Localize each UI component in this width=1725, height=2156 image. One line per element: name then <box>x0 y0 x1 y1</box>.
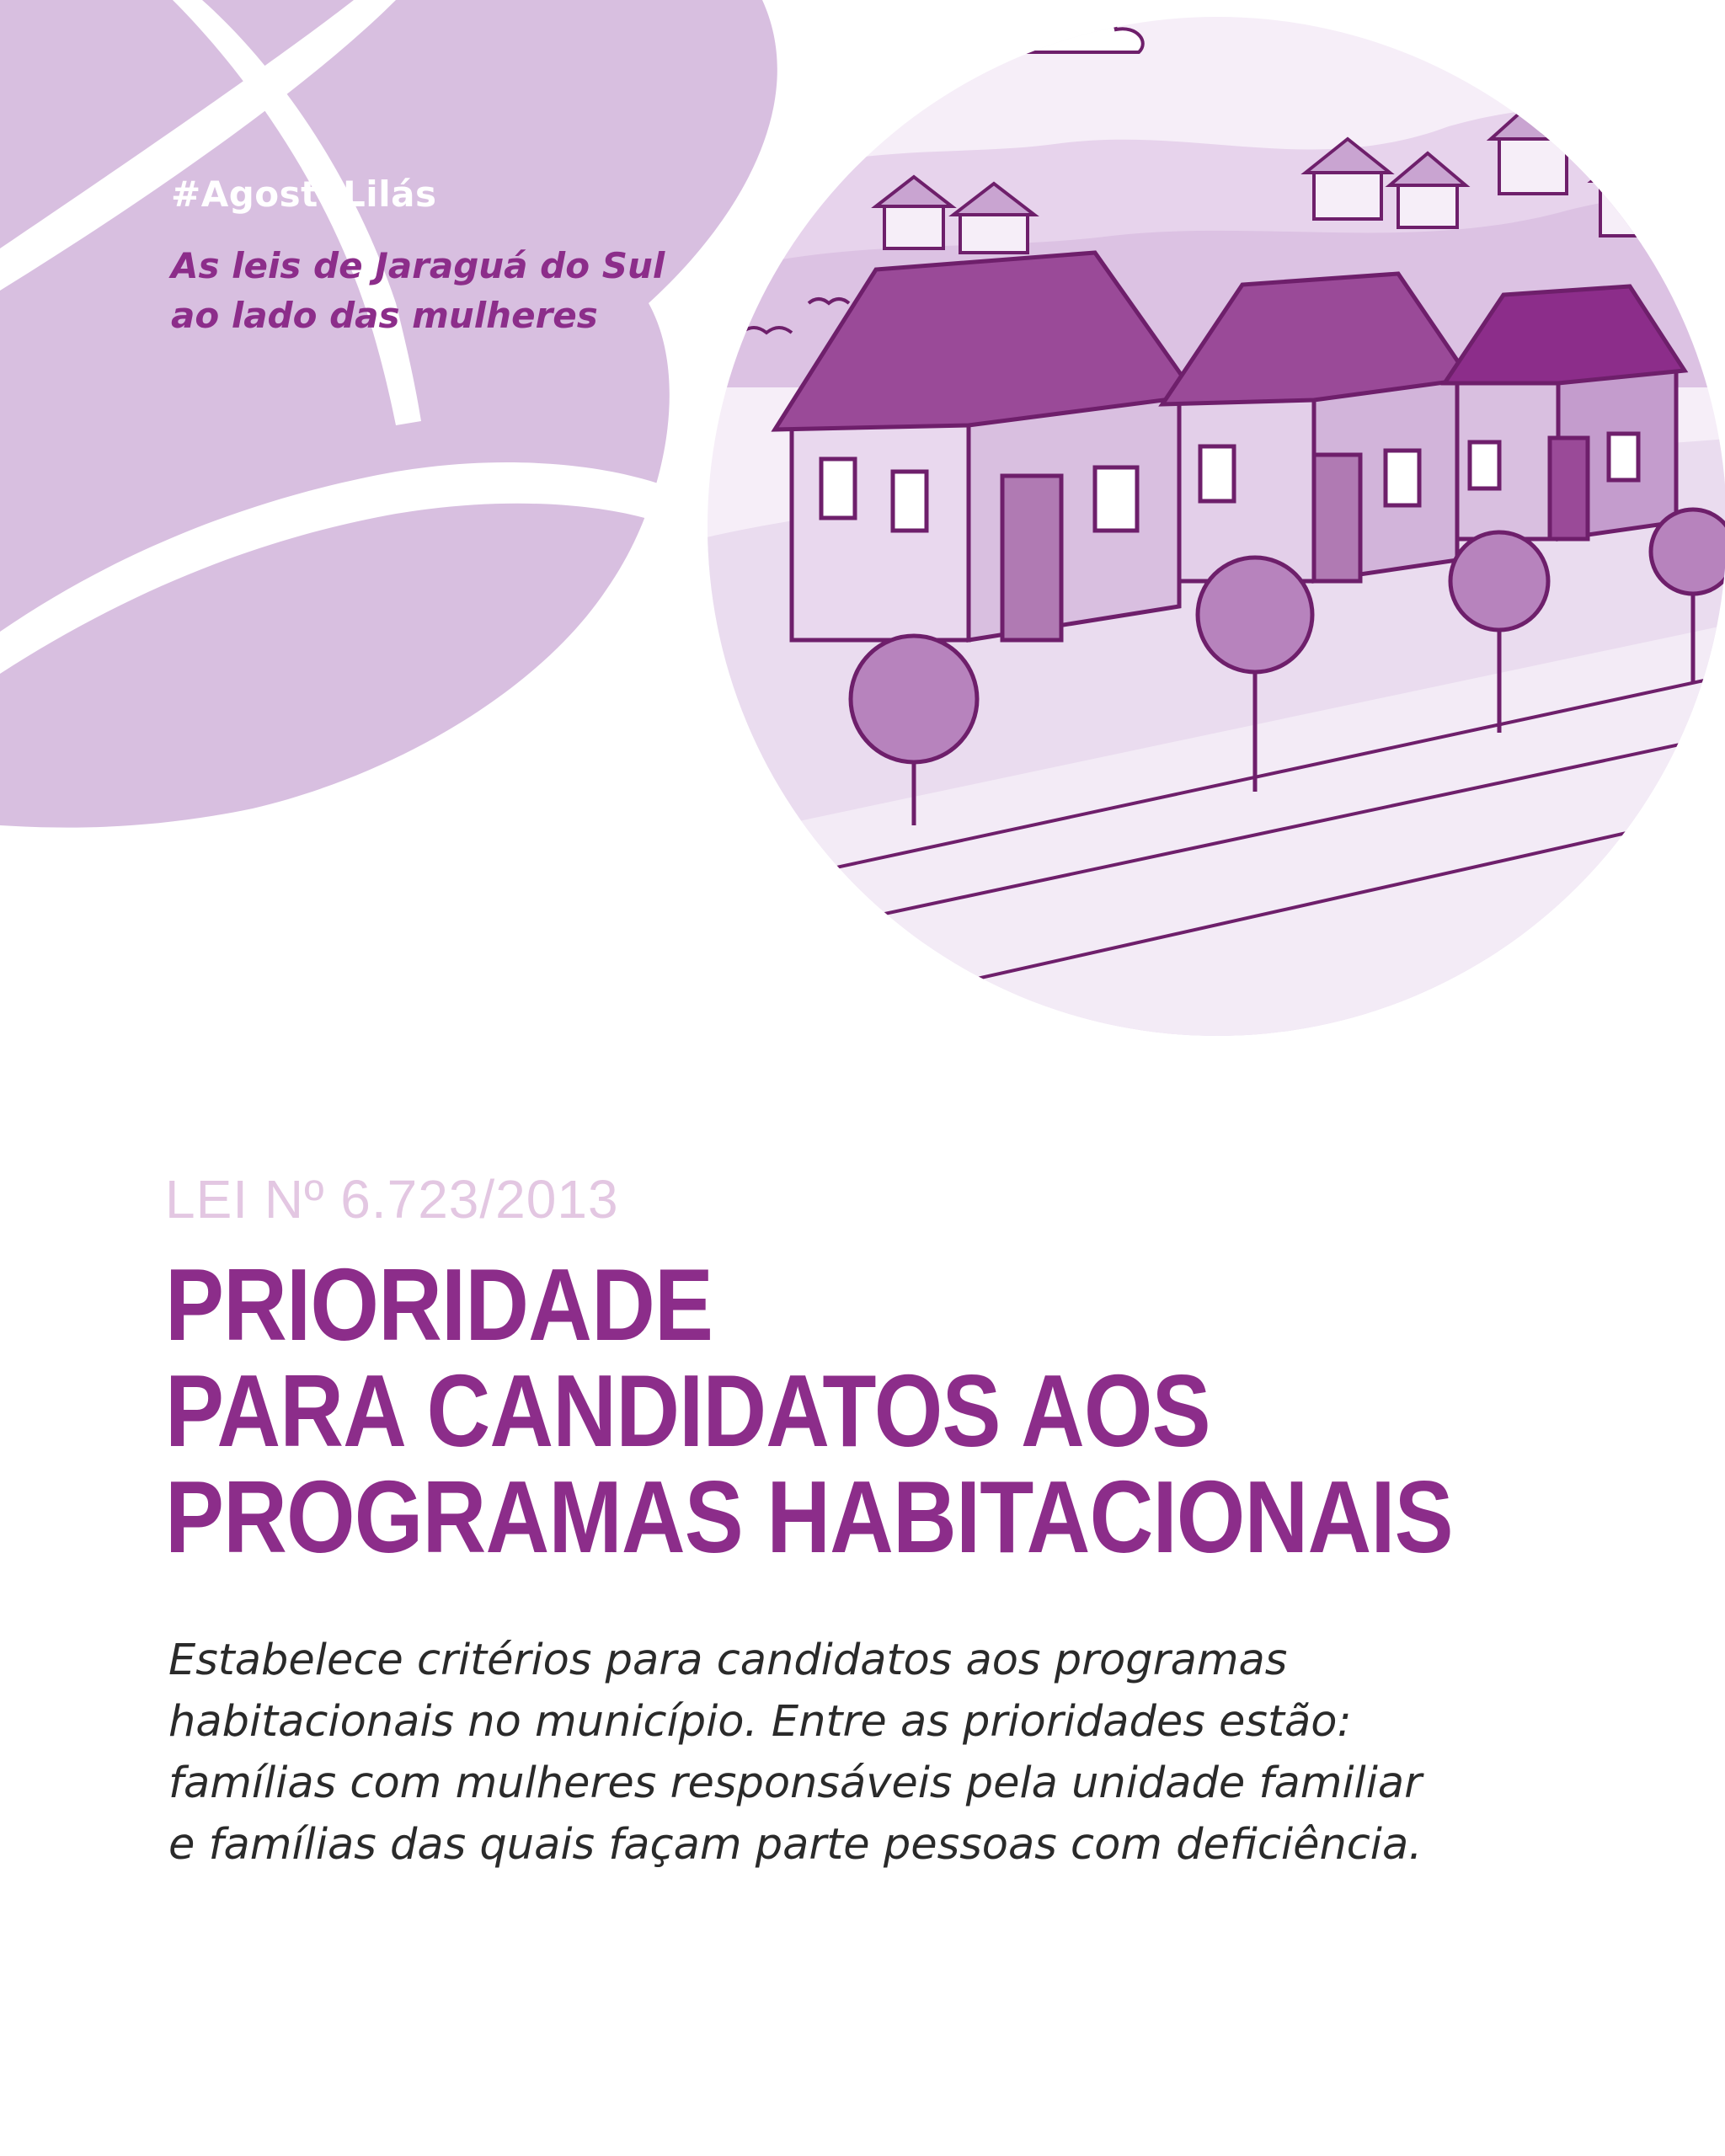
description-line: habitacionais no município. Entre as prioridades estão: <box>168 1697 1352 1747</box>
law-number: LEI Nº 6.723/2013 <box>165 1169 619 1230</box>
law-title-line: PROGRAMAS HABITACIONAIS <box>165 1460 1453 1574</box>
housing-illustration <box>699 0 1725 1044</box>
description-line: famílias com mulheres responsáveis pela unidade familiar <box>168 1758 1423 1808</box>
law-title-line: PARA CANDIDATOS AOS <box>165 1353 1210 1468</box>
cloud-icon <box>1017 11 1143 52</box>
law-description <box>168 1630 1617 1876</box>
law-title-line: PRIORIDADE <box>165 1247 713 1362</box>
subtitle-line: As leis de Jaraguá do Sul <box>171 245 665 286</box>
subtitle-line: ao lado das mulheres <box>171 295 598 336</box>
description-line: Estabelece critérios para candidatos aos programas <box>168 1636 1288 1685</box>
description-line: e famílias das quais façam parte pessoas com deficiência. <box>168 1820 1423 1870</box>
campaign-subtitle <box>171 241 710 340</box>
law-title <box>165 1247 1453 1574</box>
hashtag-label: #AgostoLilás <box>171 173 437 215</box>
lilac-leaf-shape <box>0 0 777 828</box>
